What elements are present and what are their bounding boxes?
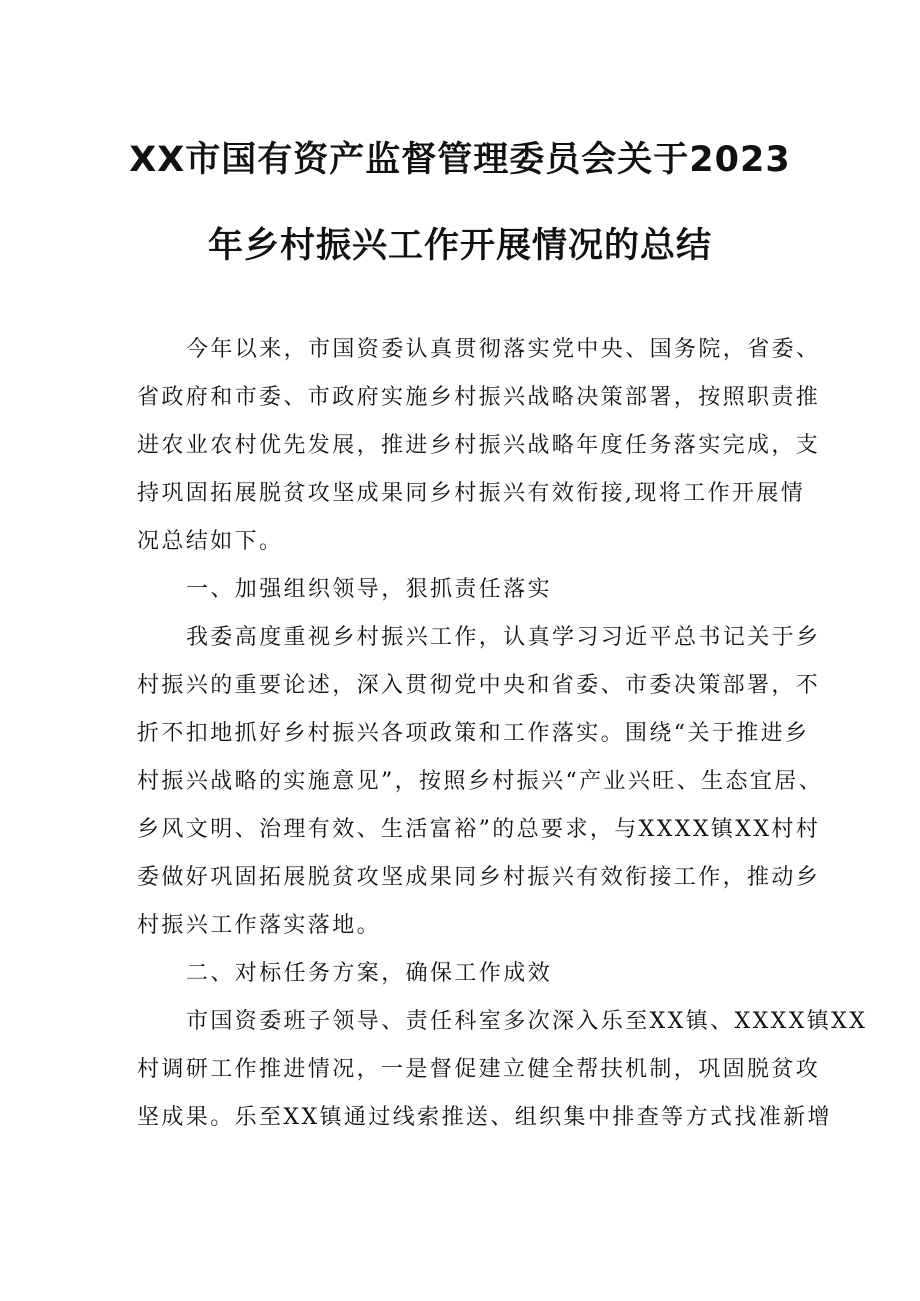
body-line-17: 坚成果。乐至XX镇通过线索推送、组织集中排查等方式找准新增: [137, 1105, 832, 1130]
body-line-5: 况总结如下。: [137, 529, 284, 554]
body-line-15: 市国资委班子领导、责任科室多次深入乐至XX镇、XXXX镇XX: [186, 1009, 868, 1034]
body-line-13: 村振兴工作落实落地。: [137, 913, 382, 938]
section-heading-1: 一、加强组织领导，狠抓责任落实: [186, 577, 553, 602]
document-title-line-2: 年乡村振兴工作开展情况的总结: [207, 226, 712, 266]
document-title-line-1: XX市国有资产监督管理委员会关于2023: [129, 140, 791, 180]
body-line-7: 我委高度重视乡村振兴工作，认真学习习近平总书记关于乡: [186, 625, 821, 650]
body-line-2: 省政府和市委、市政府实施乡村振兴战略决策部署，按照职责推: [137, 385, 821, 410]
body-line-4: 持巩固拓展脱贫攻坚成果同乡村振兴有效衔接,现将工作开展情: [137, 481, 806, 506]
body-line-16: 村调研工作推进情况，一是督促建立健全帮扶机制，巩固脱贫攻: [137, 1057, 821, 1082]
body-line-10: 村振兴战略的实施意见”，按照乡村振兴“产业兴旺、生态宜居、: [137, 769, 824, 794]
body-line-8: 村振兴的重要论述，深入贯彻党中央和省委、市委决策部署，不: [137, 673, 821, 698]
body-line-9: 折不扣地抓好乡村振兴各项政策和工作落实。围绕“关于推进乡: [137, 721, 810, 746]
section-heading-2: 二、对标任务方案，确保工作成效: [186, 961, 553, 986]
body-line-3: 进农业农村优先发展，推进乡村振兴战略年度任务落实完成，支: [137, 433, 821, 458]
body-line-12: 委做好巩固拓展脱贫攻坚成果同乡村振兴有效衔接工作，推动乡: [137, 865, 821, 890]
body-line-1: 今年以来，市国资委认真贯彻落实党中央、国务院，省委、: [186, 337, 821, 362]
body-line-11: 乡风文明、治理有效、生活富裕”的总要求，与XXXX镇XX村村: [137, 817, 821, 842]
